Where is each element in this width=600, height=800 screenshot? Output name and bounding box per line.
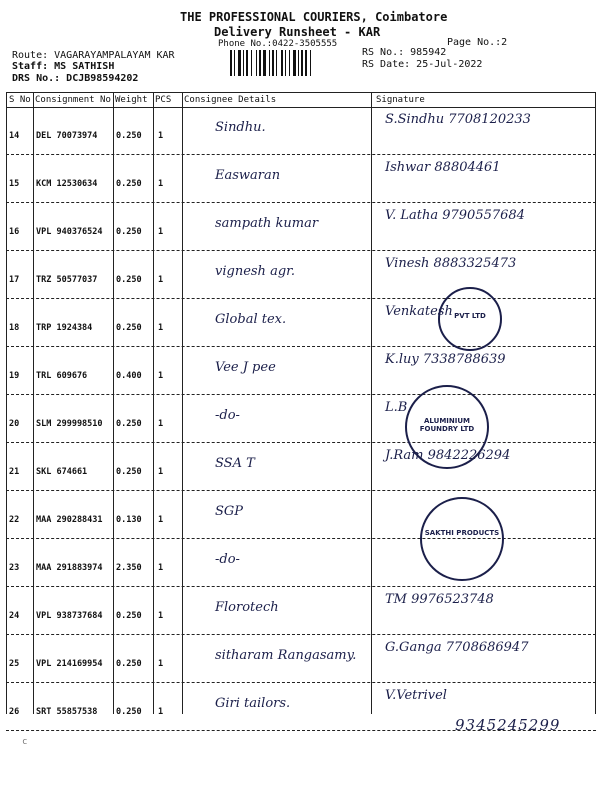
barcode-bar [285, 50, 286, 76]
barcode-bar [238, 50, 241, 76]
company-name: THE PROFESSIONAL COURIERS, Coimbatore [180, 10, 448, 24]
page-number: Page No.:2 [447, 37, 508, 48]
barcode-bar [234, 50, 235, 76]
table-row [0, 444, 600, 492]
row-pcs: 1 [158, 227, 164, 237]
table-row [0, 540, 600, 588]
row-weight: 0.250 [116, 707, 142, 717]
barcode [230, 50, 348, 76]
row-sno: 24 [9, 611, 20, 621]
row-signature: J.Ram 9842226294 [385, 448, 511, 463]
row-separator [6, 154, 596, 155]
company-seal-stamp: SAKTHI PRODUCTS [420, 497, 504, 581]
row-pcs: 1 [158, 131, 164, 141]
header-signature: Signature [376, 95, 425, 105]
row-consignee-name: SSA T [215, 456, 255, 471]
row-weight: 0.250 [116, 659, 142, 669]
table-row [0, 252, 600, 300]
row-sno: 17 [9, 275, 20, 285]
barcode-bar [246, 50, 248, 76]
row-consignment-no: TRP 1924384 [36, 323, 93, 333]
row-separator [6, 298, 596, 299]
barcode-bar [243, 50, 244, 76]
company-seal-stamp: PVT LTD [438, 287, 502, 351]
row-signature: Venkatesh [385, 304, 453, 319]
rs-number: RS No.: 985942 [362, 47, 447, 58]
table-row [0, 396, 600, 444]
row-pcs: 1 [158, 323, 164, 333]
row-consignment-no: TRZ 50577037 [36, 275, 98, 285]
row-consignment-no: MAA 290288431 [36, 515, 103, 525]
row-separator [6, 394, 596, 395]
row-sno: 21 [9, 467, 20, 477]
barcode-bar [263, 50, 266, 76]
row-weight: 0.250 [116, 131, 142, 141]
row-consignment-no: VPL 938737684 [36, 611, 103, 621]
header-pcs: PCS [155, 95, 172, 105]
barcode-bar [293, 50, 296, 76]
row-sno: 26 [9, 707, 20, 717]
table-row [0, 300, 600, 348]
row-consignee-name: Easwaran [215, 168, 281, 183]
staff-label: Staff: MS SATHISH [12, 61, 115, 72]
handwritten-phone-number: 9345245299 [455, 716, 561, 734]
barcode-bar [269, 50, 270, 76]
row-consignee-name: sitharam Rangasamy. [215, 648, 357, 663]
row-pcs: 1 [158, 179, 164, 189]
row-consignment-no: VPL 940376524 [36, 227, 103, 237]
row-sno: 19 [9, 371, 20, 381]
row-signature: Vinesh 8883325473 [385, 256, 517, 271]
barcode-bar [230, 50, 232, 76]
row-consignee-name: Vee J pee [215, 360, 276, 375]
row-pcs: 1 [158, 275, 164, 285]
table-row [0, 156, 600, 204]
row-pcs: 1 [158, 467, 164, 477]
row-consignee-name: vignesh agr. [215, 264, 296, 279]
row-separator [6, 250, 596, 251]
table-row [0, 348, 600, 396]
row-weight: 0.250 [116, 467, 142, 477]
row-consignee-name: SGP [215, 504, 244, 519]
row-separator [6, 202, 596, 203]
barcode-bar [301, 50, 303, 76]
row-pcs: 1 [158, 707, 164, 717]
header-consignee: Consignee Details [184, 95, 277, 105]
row-separator [6, 442, 596, 443]
row-weight: 0.250 [116, 179, 142, 189]
barcode-bar [256, 50, 257, 76]
row-consignment-no: SRT 55857538 [36, 707, 98, 717]
table-row [0, 588, 600, 636]
row-consignee-name: Giri tailors. [215, 696, 291, 711]
header-weight: Weight [115, 95, 148, 105]
table-top-border [6, 92, 596, 93]
table-row [0, 108, 600, 156]
row-pcs: 1 [158, 515, 164, 525]
drs-number: DRS No.: DCJB98594202 [12, 73, 139, 84]
row-sno: 25 [9, 659, 20, 669]
row-consignment-no: SLM 299998510 [36, 419, 103, 429]
row-signature: Ishwar 88804461 [385, 160, 501, 175]
row-weight: 0.250 [116, 611, 142, 621]
row-pcs: 1 [158, 419, 164, 429]
row-weight: 0.250 [116, 275, 142, 285]
phone-number: Phone No.:0422-3505555 [218, 39, 338, 49]
table-row [0, 492, 600, 540]
row-sno: 15 [9, 179, 20, 189]
row-separator [6, 634, 596, 635]
row-sno: 23 [9, 563, 20, 573]
row-consignee-name: Global tex. [215, 312, 287, 327]
row-signature: L.B [385, 400, 408, 415]
row-weight: 0.130 [116, 515, 142, 525]
row-consignee-name: sampath kumar [215, 216, 319, 231]
row-sno: 20 [9, 419, 20, 429]
row-signature: V.Vetrivel [385, 688, 447, 703]
row-pcs: 1 [158, 563, 164, 573]
row-separator [6, 586, 596, 587]
row-signature: TM 9976523748 [385, 592, 494, 607]
barcode-bar [281, 50, 283, 76]
row-weight: 0.250 [116, 227, 142, 237]
row-pcs: 1 [158, 371, 164, 381]
row-signature: K.luy 7338788639 [385, 352, 506, 367]
row-consignment-no: KCM 12530634 [36, 179, 98, 189]
table-row [0, 204, 600, 252]
row-consignee-name: Florotech [215, 600, 279, 615]
row-weight: 2.350 [116, 563, 142, 573]
barcode-bar [289, 50, 290, 76]
table-row [0, 636, 600, 684]
row-signature: G.Ganga 7708686947 [385, 640, 529, 655]
row-sno: 16 [9, 227, 20, 237]
row-weight: 0.400 [116, 371, 142, 381]
header-sno: S No [9, 95, 31, 105]
row-weight: 0.250 [116, 323, 142, 333]
barcode-bar [298, 50, 299, 76]
row-consignee-name: -do- [215, 408, 240, 423]
row-sno: 14 [9, 131, 20, 141]
barcode-bar [259, 50, 261, 76]
row-signature: V. Latha 9790557684 [385, 208, 525, 223]
barcode-bar [251, 50, 252, 76]
company-seal-stamp: ALUMINIUM FOUNDRY LTD [405, 385, 489, 469]
row-consignment-no: MAA 291883974 [36, 563, 103, 573]
row-consignee-name: Sindhu. [215, 120, 266, 135]
row-consignee-name: -do- [215, 552, 240, 567]
row-signature: S.Sindhu 7708120233 [385, 112, 531, 127]
row-pcs: 1 [158, 659, 164, 669]
runsheet-title: Delivery Runsheet - KAR [214, 25, 381, 39]
header-consignment: Consignment No [35, 95, 111, 105]
row-consignment-no: VPL 214169954 [36, 659, 103, 669]
row-separator [6, 490, 596, 491]
row-consignment-no: DEL 70073974 [36, 131, 98, 141]
barcode-bar [272, 50, 274, 76]
route-label: Route: VAGARAYAMPALAYAM KAR [12, 50, 175, 61]
row-consignment-no: SKL 674661 [36, 467, 88, 477]
barcode-bar [305, 50, 307, 76]
row-separator [6, 346, 596, 347]
corner-mark: c [22, 737, 28, 747]
barcode-bar [276, 50, 277, 76]
row-weight: 0.250 [116, 419, 142, 429]
rs-date: RS Date: 25-Jul-2022 [362, 59, 483, 70]
barcode-bar [310, 50, 311, 76]
row-sno: 22 [9, 515, 20, 525]
row-pcs: 1 [158, 611, 164, 621]
row-separator [6, 682, 596, 683]
row-consignment-no: TRL 609676 [36, 371, 88, 381]
row-sno: 18 [9, 323, 20, 333]
row-separator [6, 538, 596, 539]
